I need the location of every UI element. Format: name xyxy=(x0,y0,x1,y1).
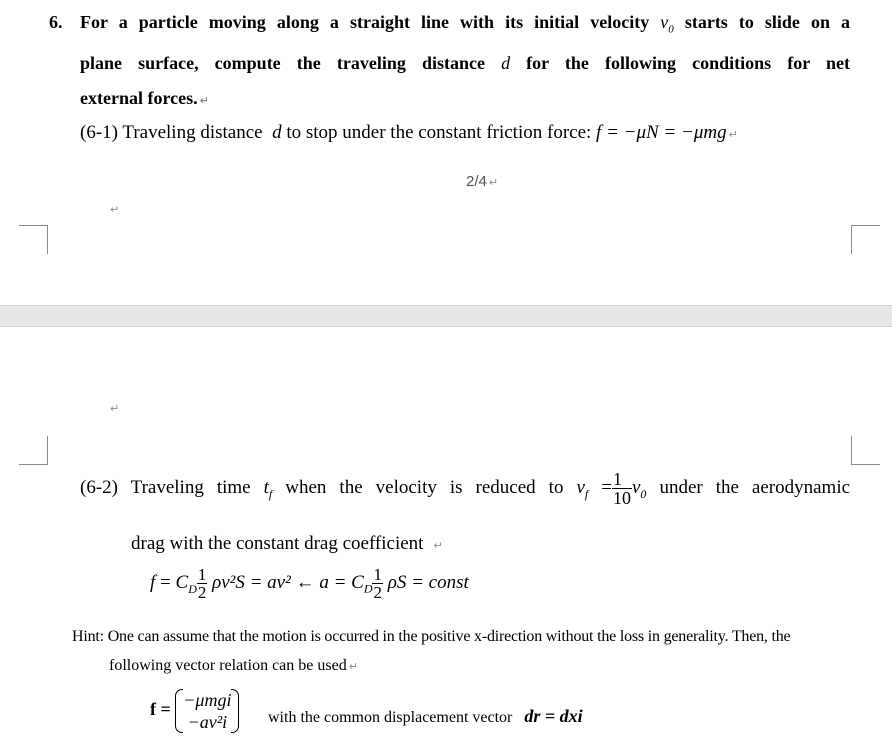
displacement-text: with the common displacement vector dr = dxi xyxy=(268,706,583,726)
vf-formula: $v_f$ = $\frac{1}{10}$ $v_0$ xyxy=(576,469,647,508)
page-gap xyxy=(0,305,892,327)
page-corner-mark xyxy=(19,436,48,465)
problem-intro-line3: external forces. ↵ xyxy=(80,88,209,108)
problem-intro-line1: For a particle moving along a straight line with its initial velocity $v_0$ starts to slide on a xyxy=(80,12,851,36)
drag-formula: $f = C_D$ $\frac{1}{2}$ ρv²S = av² ← $a = C_D$ $\frac{1}{2}$ ρS = const xyxy=(150,565,469,602)
part2-line2: drag with the constant drag coefficient ↵ xyxy=(131,533,443,554)
paragraph-mark: ↵ xyxy=(199,94,209,107)
page-corner-mark xyxy=(851,436,880,465)
paragraph-mark: ↵ xyxy=(110,203,120,216)
hint-line1: Hint: One can assume that the motion is occurred in the positive x-direction without the loss in generality. Then, the xyxy=(72,628,791,645)
page-corner-mark xyxy=(19,225,48,254)
hint-line2: following vector relation can be used ↵ xyxy=(109,657,358,674)
paragraph-mark: ↵ xyxy=(433,539,443,552)
part1-line: (6-1) Traveling distance d to stop under the constant friction force: f = −μN = −μmg ↵ xyxy=(80,122,738,143)
force-vector-formula: f = −μmgi −av²i xyxy=(150,689,239,733)
displacement-formula: dr = dxi xyxy=(524,706,583,726)
paragraph-mark: ↵ xyxy=(728,128,738,141)
page-indicator: 2/4 ↵ xyxy=(466,173,499,190)
friction-formula: f = −μN = −μmg xyxy=(596,122,727,143)
paragraph-mark: ↵ xyxy=(110,402,120,415)
paragraph-mark: ↵ xyxy=(348,660,358,673)
page-corner-mark xyxy=(851,225,880,254)
problem-number: 6. xyxy=(49,12,63,32)
part2-line1: (6-2) Traveling time $t_f$ when the velocity is reduced to $v_f$ = $\frac{1}{10}$ $v_0$ under the aerodynamic xyxy=(80,469,851,508)
problem-intro-line2: plane surface, compute the traveling distance d for the following conditions for net xyxy=(80,53,851,73)
force-vector: −μmgi −av²i xyxy=(175,689,239,733)
